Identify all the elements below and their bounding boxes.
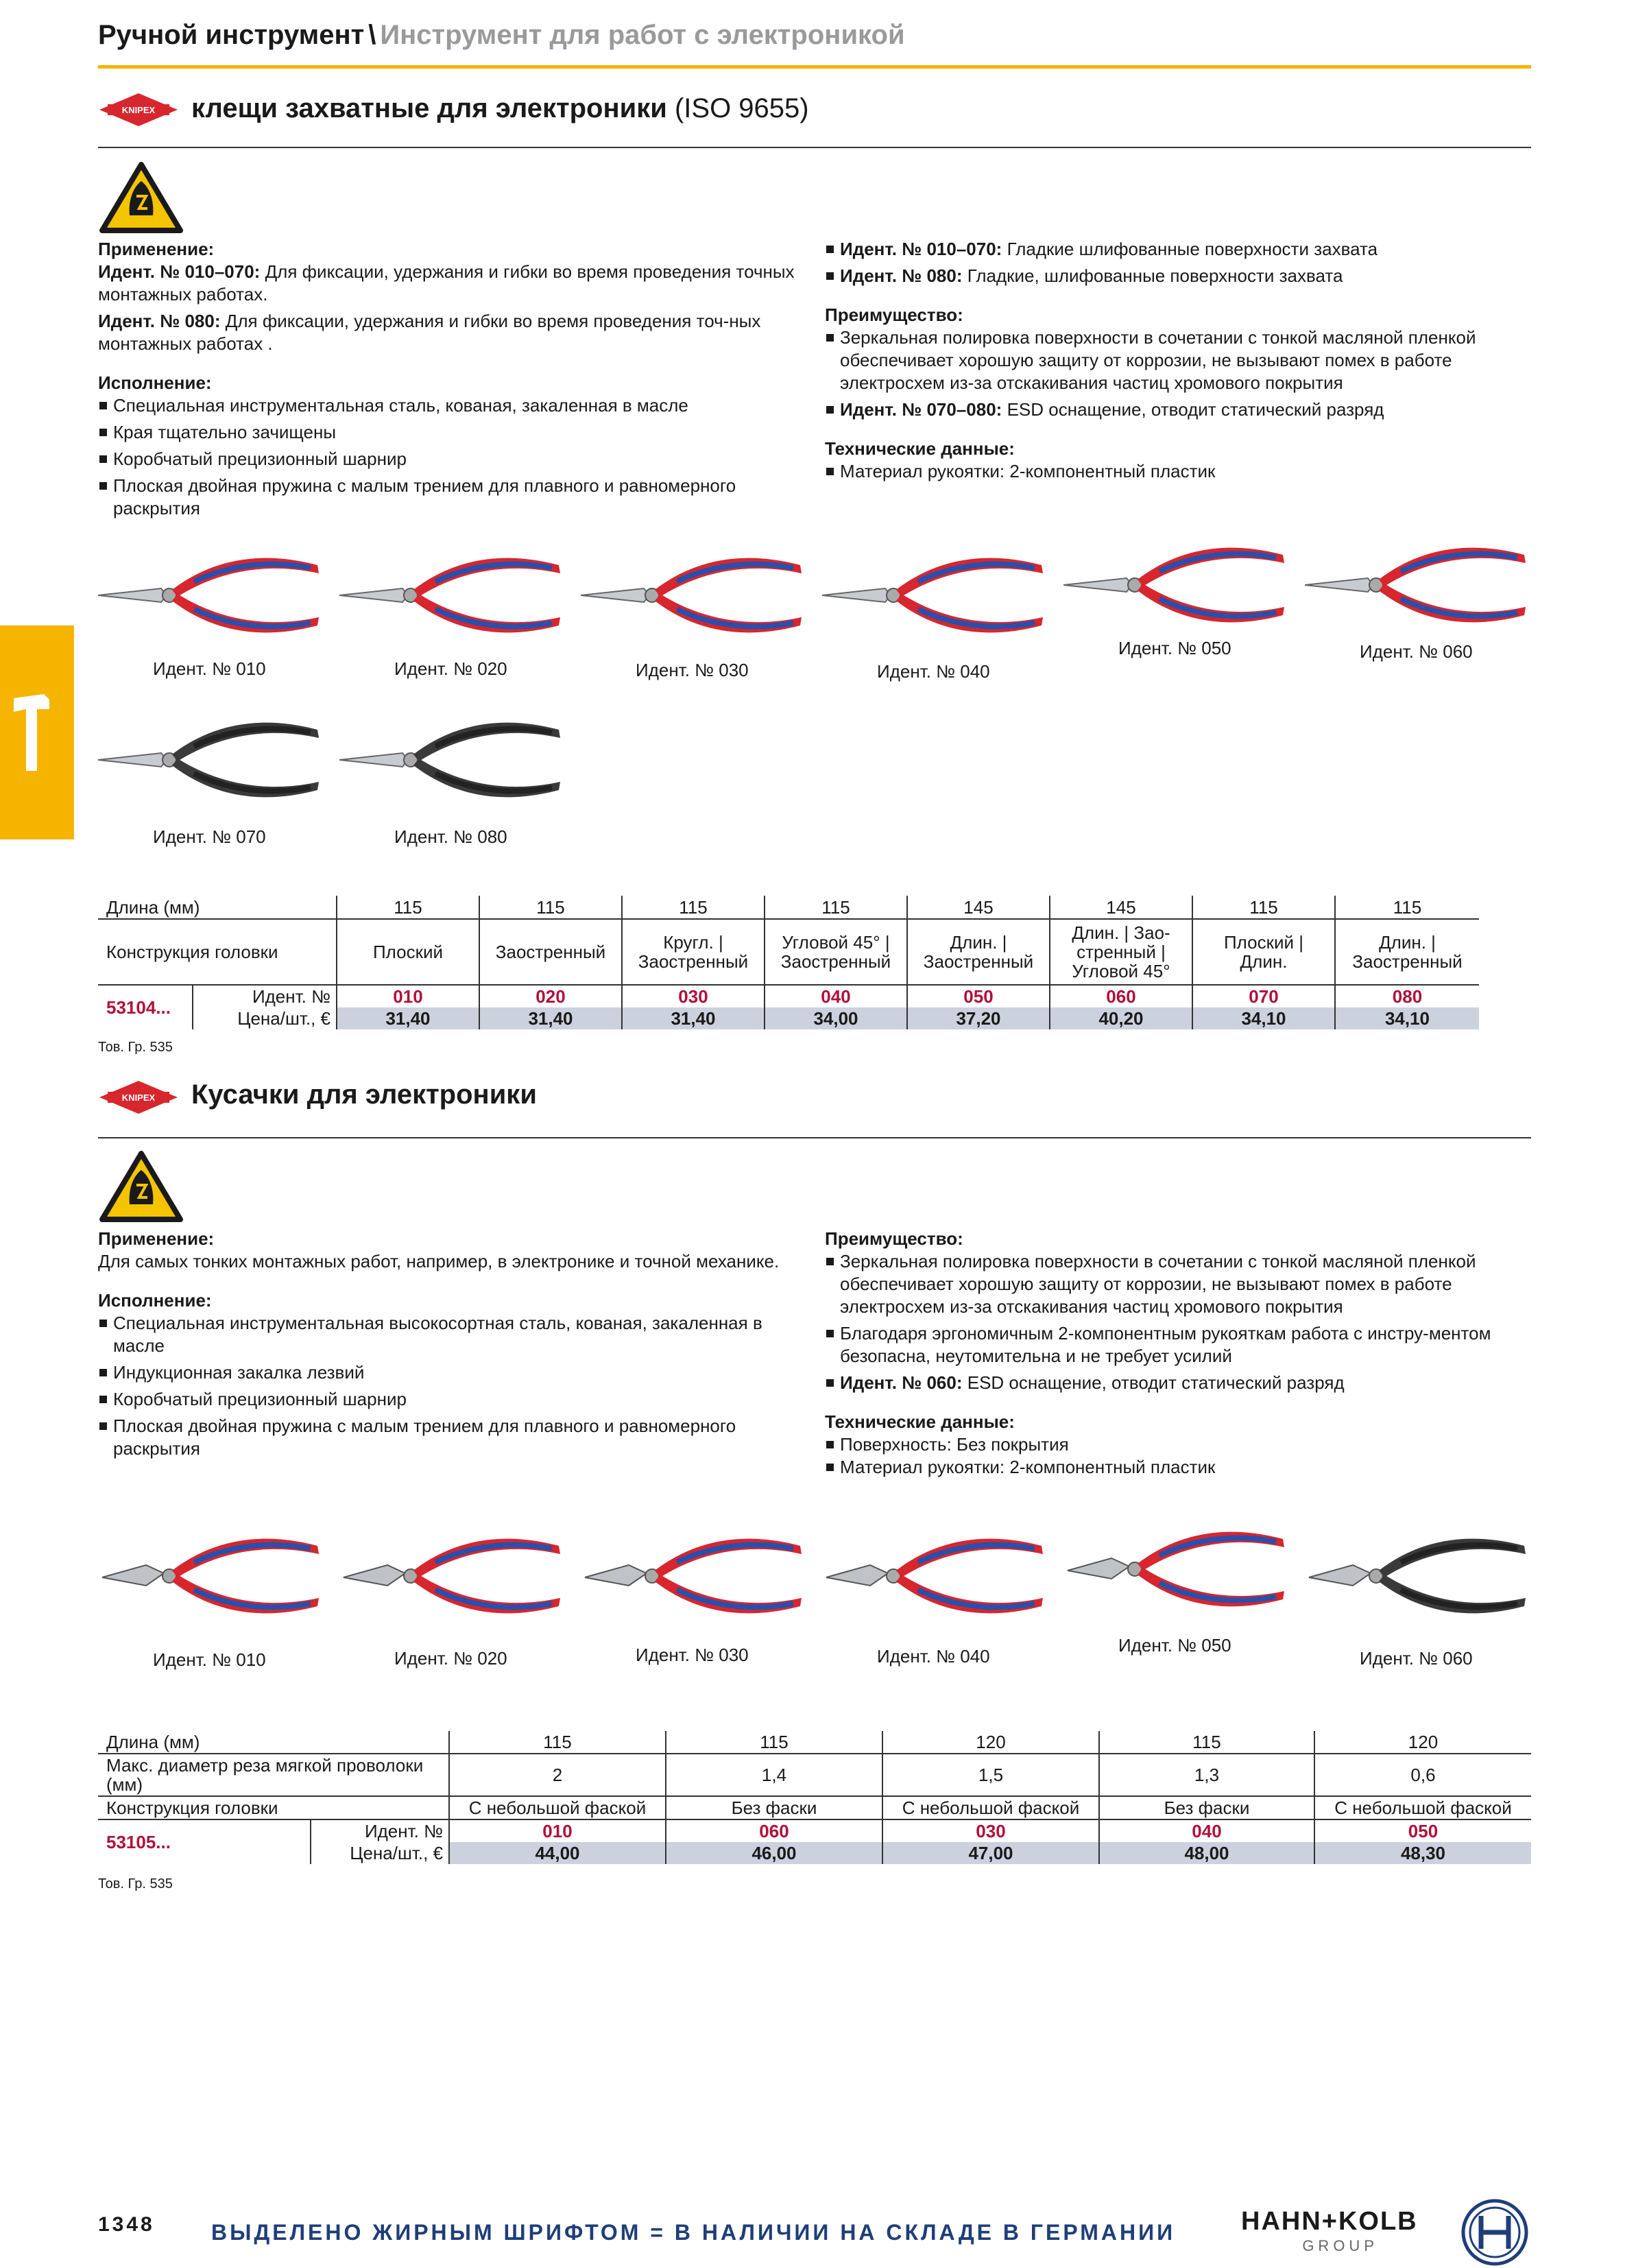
id-cell[interactable]: 040 bbox=[1099, 1819, 1314, 1842]
stock-note: ВЫДЕЛЕНО ЖИРНЫМ ШРИФТОМ = В НАЛИЧИИ НА СКЛАДЕ В ГЕРМАНИИ bbox=[211, 2220, 1176, 2245]
head-line: Заостренный bbox=[780, 951, 891, 972]
price-cell: 46,00 bbox=[666, 1842, 882, 1864]
product-image[interactable] bbox=[98, 706, 324, 847]
hk-badge-icon bbox=[1460, 2198, 1529, 2267]
table-row bbox=[98, 1819, 1531, 1842]
section2-product-group: Тов. Гр. 535 bbox=[98, 1876, 173, 1891]
product-caption: Идент. № 040 bbox=[877, 661, 990, 682]
gripping-pliers-icon bbox=[1305, 532, 1531, 634]
s2-tech-heading: Технические данные: bbox=[825, 1411, 1015, 1432]
s1-tech-list bbox=[825, 460, 1531, 483]
price-cell: 34,10 bbox=[1335, 1007, 1479, 1029]
head-cell: Без фаски bbox=[666, 1796, 882, 1819]
head-cell bbox=[1192, 919, 1335, 985]
gripping-pliers-icon bbox=[581, 542, 807, 645]
cutter-pliers-icon bbox=[1305, 1523, 1531, 1625]
head-line: Угловой 45° bbox=[1072, 961, 1170, 981]
list-item: Идент. № 070–080: ESD оснащение, отводит статический разряд bbox=[825, 398, 1531, 421]
product-image[interactable] bbox=[1063, 532, 1290, 669]
length-cell: 145 bbox=[1050, 896, 1192, 919]
product-image[interactable] bbox=[339, 1523, 566, 1669]
product-image[interactable] bbox=[339, 706, 566, 847]
list-item: Зеркальная полировка поверхности в сочетании с тонкой масляной пленкой обеспечивает хорошую защиту от коррозии, не вызывают помех в работе электросхем из-за отскакивания частиц хромового покрытия bbox=[825, 1250, 1531, 1318]
head-line: Угловой 45° | bbox=[782, 932, 890, 953]
id-cell[interactable]: 020 bbox=[479, 985, 622, 1007]
table-row bbox=[98, 1007, 1479, 1029]
length-cell: 115 bbox=[1099, 1731, 1314, 1754]
list-item: Зеркальная полировка поверхности в сочетании с тонкой масляной пленкой обеспечивает хорошую защиту от коррозии, не вызывают помех в работе электросхем из-за отскакивания частиц хромового покрытия bbox=[825, 326, 1531, 394]
price-label: Цена/шт., € bbox=[193, 1007, 337, 1029]
product-image[interactable] bbox=[822, 542, 1048, 682]
s2-advantage-heading: Преимущество: bbox=[825, 1228, 963, 1249]
s1-application-080: Идент. № 080: Для фиксации, удержания и гибки во время проведения точ-ных монтажных работах . bbox=[98, 311, 761, 354]
section1-spec-table bbox=[98, 896, 1479, 1029]
hahn-kolb-logo bbox=[1241, 2207, 1418, 2258]
s1-application-010-070: Идент. № 010–070: Для фиксации, удержания и гибки во время проведения точных монтажных работах. bbox=[98, 261, 795, 305]
price-cell: 34,00 bbox=[765, 1007, 907, 1029]
product-caption: Идент. № 050 bbox=[1118, 638, 1231, 658]
product-image[interactable] bbox=[1063, 1516, 1290, 1656]
cutter-pliers-icon bbox=[339, 1523, 566, 1625]
product-image[interactable] bbox=[1305, 532, 1531, 669]
head-cell: С небольшой фаской bbox=[449, 1796, 666, 1819]
id-cell[interactable]: 030 bbox=[622, 985, 765, 1007]
list-item: Плоская двойная пружина с малым трением для плавного и равномерного раскрытия bbox=[98, 1415, 804, 1460]
price-cell: 44,00 bbox=[449, 1842, 666, 1864]
product-image[interactable] bbox=[1305, 1523, 1531, 1669]
article-number[interactable]: 53104... bbox=[98, 985, 193, 1029]
product-caption: Идент. № 040 bbox=[877, 1646, 990, 1667]
list-item: Идент. № 080: Гладкие, шлифованные поверхности захвата bbox=[825, 265, 1531, 287]
length-cell: 120 bbox=[882, 1731, 1099, 1754]
head-line: Длин. | bbox=[1379, 932, 1436, 953]
section2-left-column bbox=[98, 1228, 804, 1460]
knipex-logo-text: KNIPEX bbox=[121, 105, 156, 115]
head-line: Плоский | bbox=[1223, 932, 1303, 953]
diameter-cell: 1,5 bbox=[882, 1754, 1099, 1796]
section2-title-bar bbox=[98, 1067, 1531, 1138]
id-cell[interactable]: 060 bbox=[666, 1819, 882, 1842]
head-line: Заостренный bbox=[495, 942, 606, 962]
breadcrumb bbox=[98, 14, 1531, 56]
section1-title-bold: клещи захватные для электроники bbox=[191, 93, 667, 123]
head-line: Длин. | bbox=[950, 932, 1007, 953]
list-item: Поверхность: Без покрытия bbox=[825, 1433, 1531, 1456]
product-caption: Идент. № 010 bbox=[153, 1649, 266, 1670]
product-caption: Идент. № 020 bbox=[394, 1648, 507, 1669]
article-number[interactable]: 53105... bbox=[98, 1819, 311, 1864]
s2-execution-list bbox=[98, 1312, 804, 1460]
diameter-cell: 1,3 bbox=[1099, 1754, 1314, 1796]
s2-tech-list bbox=[825, 1433, 1531, 1479]
id-cell[interactable]: 030 bbox=[882, 1819, 1099, 1842]
cutter-pliers-icon bbox=[822, 1523, 1048, 1625]
section1-right-column bbox=[825, 238, 1531, 483]
length-cell: 115 bbox=[479, 896, 622, 919]
list-item: Специальная инструментальная высокосортная сталь, кованая, закаленная в масле bbox=[98, 1312, 804, 1357]
esd-warning-icon bbox=[98, 1149, 184, 1223]
price-label: Цена/шт., € bbox=[311, 1842, 449, 1864]
head-cell bbox=[337, 919, 479, 985]
product-caption: Идент. № 060 bbox=[1360, 1648, 1473, 1669]
id-cell[interactable]: 050 bbox=[907, 985, 1050, 1007]
section1-title-rest: (ISO 9655) bbox=[674, 93, 809, 123]
diameter-cell: 0,6 bbox=[1314, 1754, 1531, 1796]
gripping-pliers-icon bbox=[1063, 532, 1290, 634]
price-cell: 31,40 bbox=[479, 1007, 622, 1029]
price-cell: 34,10 bbox=[1192, 1007, 1335, 1029]
length-cell: 145 bbox=[907, 896, 1050, 919]
product-image[interactable] bbox=[339, 542, 566, 679]
table-row bbox=[98, 919, 1479, 985]
list-item: Материал рукоятки: 2-компонентный пластик bbox=[825, 1456, 1531, 1479]
id-label: Идент. № bbox=[311, 1819, 449, 1842]
list-item: Коробчатый прецизионный шарнир bbox=[98, 448, 797, 470]
length-cell: 120 bbox=[1314, 1731, 1531, 1754]
length-cell: 115 bbox=[666, 1731, 882, 1754]
head-line: Плоский bbox=[372, 942, 444, 962]
list-item: Идент. № 010–070: Гладкие шлифованные поверхности захвата bbox=[825, 238, 1531, 261]
section1-left-column bbox=[98, 238, 797, 520]
list-item: Края тщательно зачищены bbox=[98, 421, 797, 444]
price-cell: 47,00 bbox=[882, 1842, 1099, 1864]
list-item: Индукционная закалка лезвий bbox=[98, 1361, 804, 1384]
table-row bbox=[98, 1731, 1531, 1754]
page-header bbox=[98, 14, 1531, 69]
length-cell: 115 bbox=[622, 896, 765, 919]
head-construction-label: Конструкция головки bbox=[98, 919, 337, 985]
section2-spec-table bbox=[98, 1731, 1531, 1864]
list-item: Коробчатый прецизионный шарнир bbox=[98, 1388, 804, 1411]
head-line: Заостренный bbox=[1352, 951, 1463, 972]
s1-advantage-heading: Преимущество: bbox=[825, 305, 963, 325]
section1-title bbox=[191, 88, 809, 129]
length-cell: 115 bbox=[449, 1731, 666, 1754]
id-cell[interactable]: 080 bbox=[1335, 985, 1479, 1007]
s2-advantage-list bbox=[825, 1250, 1531, 1394]
list-item: Специальная инструментальная сталь, кованая, закаленная в масле bbox=[98, 394, 797, 417]
s2-application-text: Для самых тонких монтажных работ, например, в электронике и точной механике. bbox=[98, 1251, 780, 1272]
crumb-separator: \ bbox=[368, 20, 376, 50]
head-cell: С небольшой фаской bbox=[1314, 1796, 1531, 1819]
hammer-icon bbox=[10, 691, 53, 774]
s1-tech-heading: Технические данные: bbox=[825, 438, 1015, 459]
section1-product-group: Тов. Гр. 535 bbox=[98, 1040, 173, 1055]
price-cell: 37,20 bbox=[907, 1007, 1050, 1029]
length-cell: 115 bbox=[337, 896, 479, 919]
head-cell bbox=[765, 919, 907, 985]
diameter-cell: 2 bbox=[449, 1754, 666, 1796]
head-cell bbox=[907, 919, 1050, 985]
table-row bbox=[98, 1842, 1531, 1864]
list-item: Материал рукоятки: 2-компонентный пластик bbox=[825, 460, 1531, 483]
table-row bbox=[98, 896, 1479, 919]
cutter-pliers-icon bbox=[1063, 1516, 1290, 1619]
length-cell: 115 bbox=[1192, 896, 1335, 919]
head-cell bbox=[479, 919, 622, 985]
product-image[interactable] bbox=[581, 542, 807, 679]
product-caption: Идент. № 020 bbox=[394, 658, 507, 679]
diameter-cell: 1,4 bbox=[666, 1754, 882, 1796]
knipex-logo bbox=[98, 1079, 179, 1115]
crumb-main[interactable]: Ручной инструмент bbox=[98, 20, 365, 50]
product-caption: Идент. № 070 bbox=[153, 826, 266, 847]
knipex-logo-text: KNIPEX bbox=[121, 1093, 156, 1103]
head-cell: Без фаски bbox=[1099, 1796, 1314, 1819]
head-line: Длин. bbox=[1240, 951, 1288, 972]
id-label: Идент. № bbox=[193, 985, 337, 1007]
product-caption: Идент. № 080 bbox=[394, 826, 507, 847]
id-cell[interactable]: 010 bbox=[449, 1819, 666, 1842]
page-number: 1348 bbox=[98, 2213, 155, 2236]
id-cell[interactable]: 050 bbox=[1314, 1819, 1531, 1842]
head-cell bbox=[1050, 919, 1192, 985]
s2-execution-heading: Исполнение: bbox=[98, 1290, 212, 1311]
s1-advantage-list bbox=[825, 326, 1531, 421]
s1-application-heading: Применение: bbox=[98, 239, 215, 259]
s2-application-heading: Применение: bbox=[98, 1228, 215, 1249]
gripping-pliers-icon bbox=[339, 542, 566, 645]
gripping-pliers-icon bbox=[98, 706, 324, 809]
s1-execution-list bbox=[98, 394, 797, 520]
price-cell: 31,40 bbox=[622, 1007, 765, 1029]
section2-title-bold: Кусачки для электроники bbox=[191, 1079, 537, 1110]
esd-warning-icon bbox=[98, 160, 184, 235]
length-cell: 115 bbox=[765, 896, 907, 919]
head-cell: С небольшой фаской bbox=[882, 1796, 1099, 1819]
s1-surface-list bbox=[825, 238, 1531, 287]
knipex-logo bbox=[98, 92, 179, 128]
list-item: Плоская двойная пружина с малым трением для плавного и равномерного раскрытия bbox=[98, 475, 797, 520]
length-label: Длина (мм) bbox=[106, 896, 200, 918]
id-cell[interactable]: 070 bbox=[1192, 985, 1335, 1007]
id-cell[interactable]: 010 bbox=[337, 985, 479, 1007]
table-row bbox=[98, 1796, 1531, 1819]
table-row bbox=[98, 985, 1479, 1007]
brand-name: HAHN+KOLB bbox=[1241, 2207, 1418, 2236]
product-caption: Идент. № 030 bbox=[636, 1645, 749, 1665]
head-construction-label: Конструкция головки bbox=[98, 1796, 449, 1819]
id-cell[interactable]: 040 bbox=[765, 985, 907, 1007]
id-cell[interactable]: 060 bbox=[1050, 985, 1192, 1007]
product-caption: Идент. № 010 bbox=[153, 658, 266, 679]
s1-execution-heading: Исполнение: bbox=[98, 372, 212, 393]
cutter-pliers-icon bbox=[581, 1523, 807, 1625]
length-label: Длина (мм) bbox=[106, 1732, 200, 1752]
product-image[interactable] bbox=[98, 1523, 324, 1670]
product-caption: Идент. № 030 bbox=[636, 660, 749, 680]
head-line: Длин. | Зао- bbox=[1072, 922, 1170, 943]
list-item: Благодаря эргономичным 2-компонентным рукояткам работа с инстру-ментом безопасна, неутомительна и не требует усилий bbox=[825, 1322, 1531, 1368]
price-cell: 48,00 bbox=[1099, 1842, 1314, 1864]
table-row bbox=[98, 1754, 1531, 1796]
section1-title-bar bbox=[98, 84, 1531, 148]
diameter-label: Макс. диаметр реза мягкой проволоки (мм) bbox=[98, 1754, 449, 1796]
price-cell: 31,40 bbox=[337, 1007, 479, 1029]
gripping-pliers-icon bbox=[98, 542, 324, 645]
brand-group: GROUP bbox=[1302, 2237, 1378, 2254]
length-cell: 115 bbox=[1335, 896, 1479, 919]
head-line: стренный | bbox=[1076, 942, 1166, 962]
section2-title bbox=[191, 1074, 537, 1115]
chapter-tab[interactable] bbox=[0, 625, 74, 839]
head-line: Кругл. | bbox=[663, 932, 723, 953]
head-cell bbox=[622, 919, 765, 985]
crumb-sub[interactable]: Инструмент для работ с электроникой bbox=[380, 20, 905, 50]
product-caption: Идент. № 050 bbox=[1118, 1635, 1231, 1656]
price-cell: 48,30 bbox=[1314, 1842, 1531, 1864]
head-line: Заостренный bbox=[923, 951, 1034, 972]
section2-right-column bbox=[825, 1228, 1531, 1479]
list-item: Идент. № 060: ESD оснащение, отводит статический разряд bbox=[825, 1372, 1531, 1394]
head-line: Заостренный bbox=[638, 951, 749, 972]
gripping-pliers-icon bbox=[339, 706, 566, 809]
product-image[interactable] bbox=[98, 542, 324, 679]
product-image[interactable] bbox=[581, 1523, 807, 1665]
cutter-pliers-icon bbox=[98, 1523, 324, 1625]
head-cell bbox=[1335, 919, 1479, 985]
gripping-pliers-icon bbox=[822, 542, 1048, 645]
price-cell: 40,20 bbox=[1050, 1007, 1192, 1029]
product-image[interactable] bbox=[822, 1523, 1048, 1667]
product-caption: Идент. № 060 bbox=[1360, 641, 1473, 662]
